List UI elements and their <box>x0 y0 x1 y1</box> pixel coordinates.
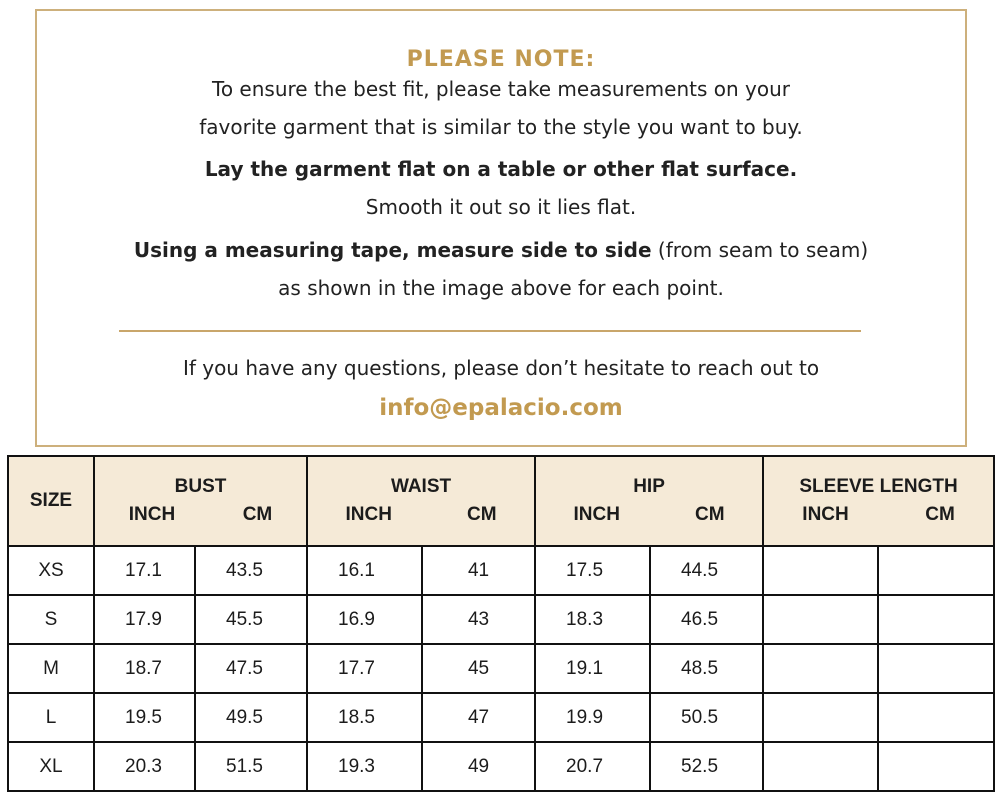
hip-inch-cell: 20.7 <box>535 742 650 791</box>
note-line-5 <box>37 238 965 262</box>
sleeve-length-label: SLEEVE LENGTH <box>799 476 958 497</box>
bust-inch-label: INCH <box>128 504 176 525</box>
bust-inch-cell: 17.9 <box>94 595 195 644</box>
waist-inch-cell: 18.5 <box>307 693 422 742</box>
waist-inch-cell: 16.1 <box>307 546 422 595</box>
table-row <box>8 595 994 644</box>
sleeve-inch-cell <box>763 742 878 791</box>
table-row <box>8 693 994 742</box>
table-row <box>8 546 994 595</box>
size-chart-table <box>7 455 995 792</box>
hip-cm-label: CM <box>694 504 725 525</box>
waist-inch-label: INCH <box>345 504 392 525</box>
note-line-5-rest: (from seam to seam) <box>651 238 869 262</box>
waist-cm-cell: 49 <box>422 742 535 791</box>
size-cell: XL <box>8 742 94 791</box>
hip-cm-cell: 48.5 <box>650 644 763 693</box>
hip-inch-cell: 19.9 <box>535 693 650 742</box>
waist-inch-cell: 17.7 <box>307 644 422 693</box>
sleeve-inch-cell <box>763 546 878 595</box>
hip-cm-cell: 46.5 <box>650 595 763 644</box>
table-row <box>8 644 994 693</box>
sleeve-cm-cell <box>878 644 994 693</box>
note-line-6: as shown in the image above for each point. <box>278 276 724 300</box>
hip-label: HIP <box>633 476 665 497</box>
note-line-2: favorite garment that is similar to the style you want to buy. <box>199 115 803 139</box>
bust-inch-cell: 20.3 <box>94 742 195 791</box>
sleeve-inch-cell <box>763 693 878 742</box>
sleeve-cm-cell <box>878 546 994 595</box>
table-row <box>8 742 994 791</box>
waist-inch-cell: 19.3 <box>307 742 422 791</box>
bust-inch-cell: 17.1 <box>94 546 195 595</box>
waist-cm-cell: 47 <box>422 693 535 742</box>
note-line-1: To ensure the best fit, please take measurements on your <box>212 77 790 101</box>
hip-inch-cell: 17.5 <box>535 546 650 595</box>
size-cell: M <box>8 644 94 693</box>
note-line-3: Lay the garment flat on a table or other flat surface. <box>204 157 798 181</box>
note-title: PLEASE NOTE: <box>406 47 596 72</box>
waist-header <box>307 456 535 546</box>
size-header: SIZE <box>8 456 94 546</box>
sleeve-inch-cell <box>763 644 878 693</box>
sleeve-cm-cell <box>878 595 994 644</box>
bust-inch-cell: 18.7 <box>94 644 195 693</box>
note-line-7: If you have any questions, please don’t hesitate to reach out to <box>182 356 820 380</box>
bust-cm-label: CM <box>242 504 273 525</box>
bust-cm-cell: 47.5 <box>195 644 307 693</box>
sleeve-inch-cell <box>763 595 878 644</box>
waist-cm-cell: 45 <box>422 644 535 693</box>
bust-cm-cell: 45.5 <box>195 595 307 644</box>
bust-header <box>94 456 307 546</box>
waist-inch-cell: 16.9 <box>307 595 422 644</box>
waist-label: WAIST <box>390 476 452 497</box>
table-header-row <box>8 456 994 546</box>
bust-cm-cell: 49.5 <box>195 693 307 742</box>
bust-cm-cell: 43.5 <box>195 546 307 595</box>
hip-header <box>535 456 763 546</box>
bust-cm-cell: 51.5 <box>195 742 307 791</box>
waist-cm-cell: 41 <box>422 546 535 595</box>
bust-label: BUST <box>174 476 227 497</box>
size-cell: L <box>8 693 94 742</box>
hip-inch-label: INCH <box>573 504 620 525</box>
sleeve-inch-label: INCH <box>802 504 849 525</box>
hip-cm-cell: 50.5 <box>650 693 763 742</box>
hip-cm-cell: 52.5 <box>650 742 763 791</box>
hip-inch-cell: 18.3 <box>535 595 650 644</box>
note-divider <box>119 330 861 332</box>
sleeve-cm-label: CM <box>925 504 955 525</box>
contact-email[interactable]: info@epalacio.com <box>379 395 623 421</box>
hip-inch-cell: 19.1 <box>535 644 650 693</box>
waist-cm-cell: 43 <box>422 595 535 644</box>
note-line-4: Smooth it out so it lies flat. <box>365 195 637 219</box>
size-cell: XS <box>8 546 94 595</box>
sleeve-cm-cell <box>878 693 994 742</box>
note-line-5-bold: Using a measuring tape, measure side to side <box>133 238 652 262</box>
waist-cm-label: CM <box>466 504 497 525</box>
sleeve-cm-cell <box>878 742 994 791</box>
hip-cm-cell: 44.5 <box>650 546 763 595</box>
sleeve-length-header <box>763 456 994 546</box>
bust-inch-cell: 19.5 <box>94 693 195 742</box>
size-cell: S <box>8 595 94 644</box>
please-note-box <box>35 9 967 447</box>
